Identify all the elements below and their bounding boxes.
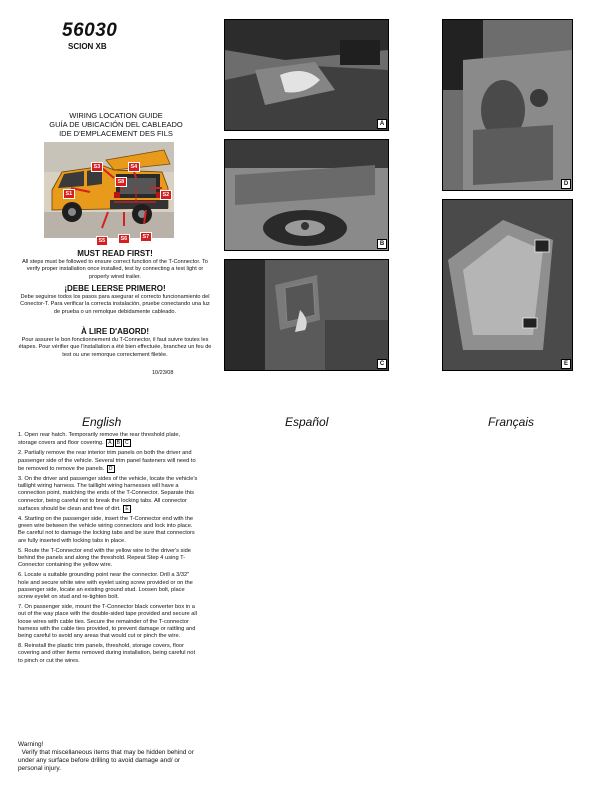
must-read-en [18,249,212,281]
col-header-english: English [82,415,122,429]
step-1: 1. Open rear hatch. Temporarily remove the rear threshold plate, storage covers and floor covering. A B C [18,432,181,447]
guide-title-en: WIRING LOCATION GUIDE [69,111,163,120]
step-4: 4. Starting on the passenger side, insert the T-Connector end with the green wire between the vehicle wiring connectors and lock into place. Be careful not to damage the locking tabs and be sure that connectors are fully inserted with locking tabs in place. [18,516,195,544]
col-header-french: Français [488,415,535,429]
photo-ref-b: B [116,440,120,447]
callout-s7: S7 [140,225,152,243]
photo-c-label: C [377,359,387,369]
warning-body: Verify that miscellaneous items that may be hidden behind or under any surface before drilling to avoid damage and/ or personal injury. [18,749,194,772]
must-read-fr [18,327,212,359]
photo-e-label: E [561,359,571,369]
must-read-fr-title: À LIRE D'ABORD! [80,327,150,336]
vehicle-wiring-diagram [44,142,174,244]
warning-note [18,741,198,773]
photo-d [442,19,573,191]
photo-ref-e: E [125,505,129,512]
wiring-guide-title [20,111,212,138]
callout-s2: S2 [160,183,172,201]
photo-b-label: B [377,239,387,249]
photo-c [224,259,389,371]
callout-s3: S3 [91,155,103,173]
must-read-es [18,284,212,316]
guide-title-fr: IDE D'EMPLACEMENT DES FILS [59,129,173,138]
english-instructions [18,432,198,668]
step-7: 7. On passenger side, mount the T-Connector black converter box in a out of the way place with the double-sided tape provided and secure all loose wires with cable ties. Secure the remainder of the T-connector harness with the cable ties provided, to prevent damage or rattling and being careful to avoid any areas that would cut or pinch the wire. [18,604,197,640]
photo-d-label: D [561,179,571,189]
step-8: 8. Reinstall the plastic trim panels, threshold, storage covers, floor covering and other items removed during installation, being careful not to pinch or cut the wires. [18,643,196,664]
photo-ref-d: D [108,465,113,472]
step-2: 2. Partially remove the rear interior trim panels on both the driver and passenger side of the vehicle. Several trim panel fasteners will need to be removed to remove the panels. D [18,450,196,472]
photo-a-label: A [377,119,387,129]
part-number: 56030 [62,20,118,41]
step-5: 5. Route the T-Connector end with the yellow wire to the driver's side behind the panels and along the threshold. Repeat Step 4 using T-Connector containing the yellow wire. [18,547,191,569]
warning-title: Warning! [18,741,44,748]
photo-ref-c: C [124,440,129,447]
vehicle-model: SCION XB [68,42,107,51]
step-6: 6. Locate a suitable grounding point near the connector. Drill a 3/32" hole and secure white wire with eyelet using screw provided or on the passenger side, locate an existing ground stud. Loosen bolt, place screw eyelet on stud and re-tighten bolt. [18,572,193,601]
callout-s8: S8 [115,170,127,188]
callout-s1: S1 [63,182,75,200]
must-read-es-body: Debe seguirse todos los pasos para asegurar el correcto funcionamiento del Conector-T. Para verificar la correcta instalación, pruebe conectando una luz de prueba o un remolque debidamente cableado. [20,294,210,315]
col-header-spanish: Español [285,415,329,429]
callout-s6: S6 [118,227,130,245]
photo-b [224,139,389,251]
photo-a [224,19,389,131]
photo-e [442,199,573,371]
guide-title-es: GUÍA DE UBICACIÓN DEL CABLEADO [49,120,183,129]
revision-date: 10/23/08 [152,370,174,376]
step-3: 3. On the driver and passenger sides of the vehicle, locate the vehicle's taillight wiring harness. The taillight wiring harnesses will have a connection point, matching the ends of the T-Connector. Separate this connector, being careful not to break the locking tabs. All connector surfaces should be clean and free of dirt. E [18,476,198,512]
callout-s5: S5 [96,229,108,247]
must-read-en-body: All steps must be followed to ensure correct function of the T-Connector. To verify proper installation once installed, test by connecting a test light or properly wired trailer. [22,259,208,280]
photo-ref-a: A [108,440,112,447]
must-read-es-title: ¡DEBE LEERSE PRIMERO! [64,284,166,293]
callout-s4: S4 [128,155,140,173]
must-read-en-title: MUST READ FIRST! [77,249,153,258]
must-read-fr-body: Pour assurer le bon fonctionnement du T-Connector, il faut suivre toutes les étapes. Pour vérifier que l'installation a été bien effectuée, branchez un feu de test ou une remorque correctement filetée. [18,337,212,358]
